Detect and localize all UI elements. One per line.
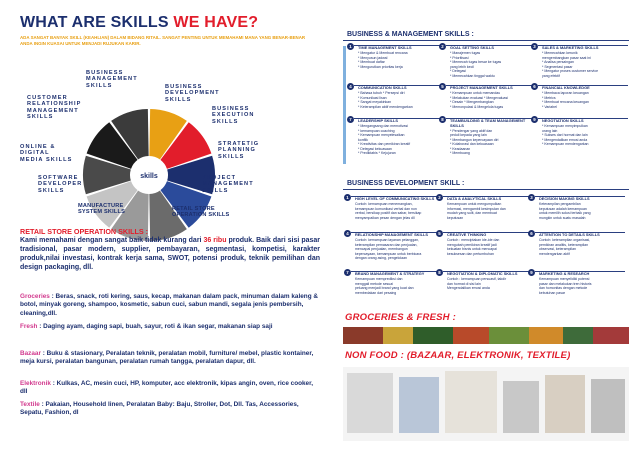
card-line: * Mengatur & Membuat rencana: [358, 51, 408, 56]
card-title: GOAL SETTING SKILLS: [450, 45, 495, 50]
card-line: * Melakukan evaluasi * Mengevaluasi: [450, 95, 508, 100]
page-title: [20, 14, 258, 32]
skill-card: [346, 195, 443, 220]
groceries-paragraph: Groceries : Beras, snack, roti kering, saus, kecap, makanan dalam pack, minuman dalam kaleng & botol, minyak goreng, shampoo, kosmetic, sabun cuci, sabun mandi, segala jenis pembersih, cleaning,dll.: [20, 293, 319, 317]
groceries-photo: [343, 327, 629, 344]
card-line: kesuksesan dan pertumbuhan: [447, 251, 494, 256]
card-line: * Keadaanan: [450, 146, 471, 151]
card-line: * Kemampuan menyimpulkan: [542, 124, 588, 129]
card-number-badge: 2: [439, 43, 446, 50]
retail-highlight: 36 ribu: [203, 237, 227, 244]
card-title: CREATIVE THINKING: [447, 232, 487, 237]
card-number-badge: 1: [344, 194, 351, 201]
card-number-badge: 5: [439, 83, 446, 90]
card-description: [355, 277, 443, 295]
card-line: mudah yang sulit, dan membuat: [447, 211, 497, 216]
card-divider: [535, 232, 625, 233]
skill-card: [438, 270, 535, 291]
card-title: BRAND MANAGEMENT & STRATEGY: [355, 271, 425, 276]
card-line: mengubah pemikiran kreatif jadi: [447, 242, 497, 247]
skill-card: [530, 231, 627, 256]
card-line: * Membangun kepercayaan diri: [450, 137, 499, 142]
card-line: keterampilan pemasaran dan penjualan,: [355, 242, 418, 247]
card-description: [355, 202, 443, 220]
skills-wheel: [82, 108, 216, 242]
card-title: HIGH LEVEL OF COMMUNICATING SKILLS: [355, 196, 435, 201]
textile-paragraph: Textile : Pakaian, Household linen, Peralatan Baby: Baju, Stroller, Dot, Dll. Tas, Accessories, Sepatu, Fashion, dl: [20, 401, 299, 417]
card-line: Contoh : kemampuan persuasif, takdir: [447, 277, 507, 282]
card-number-badge: 4: [347, 83, 354, 90]
card-title: LEADERSHIP SKILLS: [358, 118, 398, 123]
card-line: untuk memilih solusi terbaik yang: [539, 211, 591, 216]
label-project-management: PROJECT MANAGEMENT SKILLS: [202, 175, 254, 194]
card-divider: [446, 118, 536, 119]
skill-card: [346, 270, 443, 295]
card-divider: [354, 45, 444, 46]
development-divider: [343, 189, 629, 190]
card-line: * Bahasa tubuh * Persepsi diri: [358, 91, 405, 96]
card-description: [450, 91, 538, 109]
title-main: WHAT ARE SKILLS: [20, 14, 169, 31]
card-line: Contoh: kemampuan layanan pelanggan,: [355, 238, 420, 243]
skill-card: [533, 117, 630, 147]
card-number-badge: 5: [436, 230, 443, 237]
card-line: * Desain * Mengembangkan: [450, 100, 494, 105]
card-line: * Memecah tugas besar ke tugas: [450, 60, 502, 65]
card-divider: [351, 271, 441, 272]
card-line: * Mengurutkan prioritas kerja: [358, 64, 403, 69]
bazaar-paragraph: Bazaar : Buku & stasionary, Peralatan teknik, peralatan mobil, furniture/ mebel, plastic kontainer, meja kursi, peralatan bangunan, peralatan rumah tangga, peralatan dapur, dll.: [20, 350, 314, 366]
card-description: [358, 51, 446, 69]
card-divider: [535, 196, 625, 197]
card-description: [447, 277, 535, 290]
card-number-badge: 2: [436, 194, 443, 201]
card-number-badge: 8: [439, 116, 446, 123]
skill-card: [530, 270, 627, 295]
label-customer-relationship: CUSTOMER RELATIONSHIP MANAGEMENT SKILLS: [27, 95, 82, 121]
card-line: * Mengendalikan emosi anda: [542, 137, 588, 142]
retail-title: RETAIL STORE OPERATION SKILLS :: [20, 227, 149, 236]
card-divider: [538, 45, 628, 46]
card-divider: [446, 85, 536, 86]
card-divider: [446, 45, 536, 46]
card-description: [447, 238, 535, 256]
skill-card: [349, 84, 446, 109]
card-line: * Memecahkan kerunik: [542, 51, 578, 56]
card-title: ATTENTION TO DETAILS SKILLS: [539, 232, 600, 237]
card-description: [447, 202, 535, 220]
retail-body: Kami memahami dengan sangat baik tidak kurang dari 36 ribu produk. Baik dari sisi pasar tradisional, pasar modern, supplier, pembayaran, segmentasi, kompetisi, karakter produk,nilai investasi, kontrak kerja sama, SWOT, potensi produk, teknik pemilihan dan design packaging, dll.: [20, 237, 320, 271]
card-line: peduli kepada yang lain: [450, 133, 487, 138]
elektronik-paragraph: Elektronik : Kulkas, AC, mesin cuci, HP, komputer, acc elektronik, kipas angin, oven, rice cooker, dll: [20, 380, 314, 396]
card-number-badge: 6: [531, 83, 538, 90]
card-line: * Membaca laporan keuangan: [542, 91, 589, 96]
card-title: COMMUNICATION SKILLS: [358, 85, 407, 90]
card-line: * Delegasi: [450, 69, 466, 74]
card-divider: [351, 232, 441, 233]
card-title: MARKETING & RESEARCH: [539, 271, 590, 276]
card-number-badge: 9: [528, 269, 535, 276]
card-title: DECISION MAKING SKILLS: [539, 196, 590, 201]
card-description: [542, 51, 630, 78]
non-food-photo: [343, 367, 629, 441]
title-highlight: WE HAVE?: [173, 14, 259, 31]
groceries-photo-strip: [343, 327, 629, 344]
card-description: [539, 238, 627, 256]
card-divider: [354, 118, 444, 119]
card-line: kemampuan komunikasi verbal dan non: [355, 206, 417, 211]
card-line: mengembangkan pasar saat ini: [542, 55, 591, 60]
card-line: * Mengangsang dan memotivasi: [358, 124, 409, 129]
card-line: * kemampuan coaching: [358, 128, 395, 133]
card-number-badge: 1: [347, 43, 354, 50]
card-line: * Membuat daftar: [358, 60, 385, 65]
card-line: yang efektif: [542, 73, 560, 78]
card-line: * Membuang: [450, 151, 470, 156]
skill-card: [533, 44, 630, 78]
card-divider: [535, 271, 625, 272]
card-line: * Manajemen tugas: [450, 51, 481, 56]
card-line: kebutuhan pasar: [539, 290, 566, 295]
card-line: * Membuat rencana keuangan: [542, 100, 589, 105]
card-line: * Memecahkan tinggal waktu: [450, 73, 495, 78]
card-line: * Segmentasi pasar: [542, 64, 573, 69]
card-line: * Mengatur proses customer service: [542, 69, 599, 74]
card-line: * Metrics: [542, 95, 556, 100]
card-line: konflik: [358, 137, 368, 142]
card-line: Kemampuan memprediksi dan: [355, 277, 403, 282]
card-line: * Delegasi kekuasaan: [358, 146, 392, 151]
skill-card: [441, 117, 538, 156]
skill-card: [349, 44, 446, 69]
skill-card: [441, 84, 538, 109]
wheel-center-label: skills: [140, 173, 158, 180]
card-number-badge: 7: [347, 116, 354, 123]
card-title: NEGOTIATION SKILLS: [542, 118, 584, 123]
card-line: mencapai penjualan, membangun: [355, 247, 408, 252]
card-divider: [443, 232, 533, 233]
label-software-developer: SOFTWARE DEVELOPER SKILLS: [38, 175, 83, 194]
label-strategic-planning: STRATETIG PLANNING SKILLS: [218, 141, 260, 160]
card-title: DATA & ANALYTICAL SKILLS: [447, 196, 502, 201]
card-line: * Keterampilan aktif mendengarkan: [358, 104, 413, 109]
card-line: mungkin untuk suatu masalah: [539, 215, 586, 220]
card-line: observasi, keterampilan: [539, 247, 576, 252]
card-description: [358, 91, 446, 109]
card-line: * Memonpulasi & Mengelola tugas: [450, 104, 504, 109]
card-line: menggali metode sesuai: [355, 281, 393, 286]
card-line: * Pendengar yang aktif dan: [450, 128, 493, 133]
card-number-badge: 7: [344, 269, 351, 276]
card-line: Keterampilan pengambilan: [539, 202, 581, 207]
card-line: * Kolaborasi dan kekuasaan: [450, 142, 494, 147]
skill-card: [533, 84, 630, 109]
card-line: dan hormat di sisi lain: [447, 281, 481, 286]
page-subtitle: ADA SANGAT BANYAK SKILL (KEAHLIAN) DALAM BIDANG RITAIL. SANGAT PENTING UNTUK MEMAHAMI MANA YANG BENAR-BENAR ANDA INGIN KUASAI UNTUK MENJADI RUJUKAN KARIR.: [20, 35, 306, 46]
card-line: * Prioritisasi: [450, 55, 469, 60]
card-number-badge: 9: [531, 116, 538, 123]
card-line: keputusan: [447, 215, 464, 220]
card-line: kekuatan bisnis untuk mencapai: [447, 247, 497, 252]
card-line: * Sangat meyakinkan: [358, 100, 392, 105]
card-number-badge: 8: [436, 269, 443, 276]
card-line: Kemampuan untuk mengumpulkan: [447, 202, 502, 207]
card-line: yang lebih kecil: [450, 64, 474, 69]
management-skills-panel: [343, 46, 629, 164]
card-description: [450, 51, 538, 78]
card-title: SALES & MARKETING SKILLS: [542, 45, 599, 50]
card-line: * Kemampuan menyelesaikan: [358, 133, 405, 138]
card-line: pasar dan melakukan tren historis: [539, 281, 592, 286]
card-line: Contoh : menciptakan ide-ide dan: [447, 238, 500, 243]
retail-store-section: [20, 227, 320, 273]
label-online-digital: ONLINE & DIGITAL MEDIA SKILLS: [20, 144, 73, 163]
skill-card: [438, 231, 535, 256]
card-line: informasi, mengambil kesimpulan dan: [447, 206, 506, 211]
card-number-badge: 4: [344, 230, 351, 237]
card-line: Contoh: kemampuan menemangkan,: [355, 202, 413, 207]
card-line: * Menyusun jadwal: [358, 55, 388, 60]
skill-card: [441, 44, 538, 78]
card-line: * Variabel: [542, 104, 557, 109]
card-divider: [351, 196, 441, 197]
label-business-development: BUSINESS DEVELOPMENT SKILLS: [165, 84, 220, 103]
development-skills-title: BUSINESS DEVELOPMENT SKILL :: [347, 180, 465, 187]
card-description: [539, 277, 627, 295]
card-number-badge: 6: [528, 230, 535, 237]
card-divider: [538, 85, 628, 86]
card-line: pemikiran analitis, keterampilan: [539, 242, 589, 247]
skill-card: [438, 195, 535, 220]
card-line: dan homonitas dengan metode: [539, 286, 588, 291]
card-line: keputusan adalah kemampuan: [539, 206, 587, 211]
label-business-execution: BUSINESS EXECUTION SKILLS: [212, 106, 255, 125]
skill-card: [530, 195, 627, 220]
card-description: [450, 129, 538, 156]
card-line: * Sukses dari hormat dan lain: [542, 133, 588, 138]
card-title: TEAMBUILDING & TEAM MANAGEMENT SKILLS: [450, 118, 526, 128]
card-description: [539, 202, 627, 220]
development-skills-panel: [343, 193, 629, 315]
card-line: menyampaikan pesan dengan jelas dll: [355, 215, 415, 220]
card-line: Contoh: keterampilan organisasi,: [539, 238, 591, 243]
card-line: membedakan dari pesaing: [355, 290, 397, 295]
card-line: mendengarkan aktif: [539, 251, 570, 256]
card-divider: [538, 118, 628, 119]
card-divider: [443, 196, 533, 197]
card-line: Mengendalikan emosi anda: [447, 286, 490, 291]
card-line: orang lain: [542, 128, 558, 133]
card-line: dengan orang asing, pengelolaan: [355, 256, 407, 261]
card-title: TIME MANAGEMENT SKILLS: [358, 45, 412, 50]
label-business-management: BUSINESS MANAGEMENT SKILLS: [86, 70, 138, 89]
card-line: * Kemampuan untuk memandau: [450, 91, 501, 96]
card-title: PROJECT MANAGEMENT SKILLS: [450, 85, 513, 90]
card-description: [542, 91, 630, 109]
card-line: * Kreativitas dan pemikiran kreatif: [358, 142, 411, 147]
card-line: * Analisa persaingan: [542, 60, 574, 65]
card-number-badge: 3: [531, 43, 538, 50]
card-description: [358, 124, 446, 155]
card-line: peluang menjadi brand yang kuat dan: [355, 286, 414, 291]
management-skills-title: BUSINESS & MANAGEMENT SKILLS :: [347, 31, 474, 38]
card-divider: [354, 85, 444, 86]
management-divider: [343, 40, 629, 41]
card-title: RELATIONSHIP MANAGEMENT SKILLS: [355, 232, 428, 237]
card-description: [542, 124, 630, 146]
skill-card: [346, 231, 443, 261]
card-line: * Prediktabis * Kejujuran: [358, 151, 396, 155]
skill-card: [349, 117, 446, 155]
card-line: kepercayaan, kemampuan untuk berbicara: [355, 251, 422, 256]
card-description: [355, 238, 443, 260]
card-line: verbal, bersikap positif dan sabar, bersikap: [355, 211, 422, 216]
fresh-paragraph: Fresh : Daging ayam, daging sapi, buah, sayur, roti & ikan segar, makanan siap saji: [20, 323, 273, 330]
non-food-banner: NON FOOD : (BAZAAR, ELEKTRONIK, TEXTILE): [345, 350, 571, 361]
label-retail-store: RETAIL STORE OPERATION SKILLS: [172, 206, 230, 219]
non-food-photo-strip: [343, 367, 629, 441]
card-divider: [443, 271, 533, 272]
label-manufacture-system: MANUFACTURE SYSTEM SKILLS: [78, 203, 126, 216]
card-line: * Komunikasi lisan: [358, 95, 387, 100]
card-line: * Kemampuan mendengarkan: [542, 142, 589, 147]
card-title: FINANCIAL KNOWLEDGE: [542, 85, 590, 90]
card-title: NEGOTIATION & DIPLOMATIC SKILLS: [447, 271, 518, 276]
groceries-fresh-banner: GROCERIES & FRESH :: [345, 312, 456, 323]
card-number-badge: 3: [528, 194, 535, 201]
card-line: Kemampuan menyelidiki potensi: [539, 277, 590, 282]
